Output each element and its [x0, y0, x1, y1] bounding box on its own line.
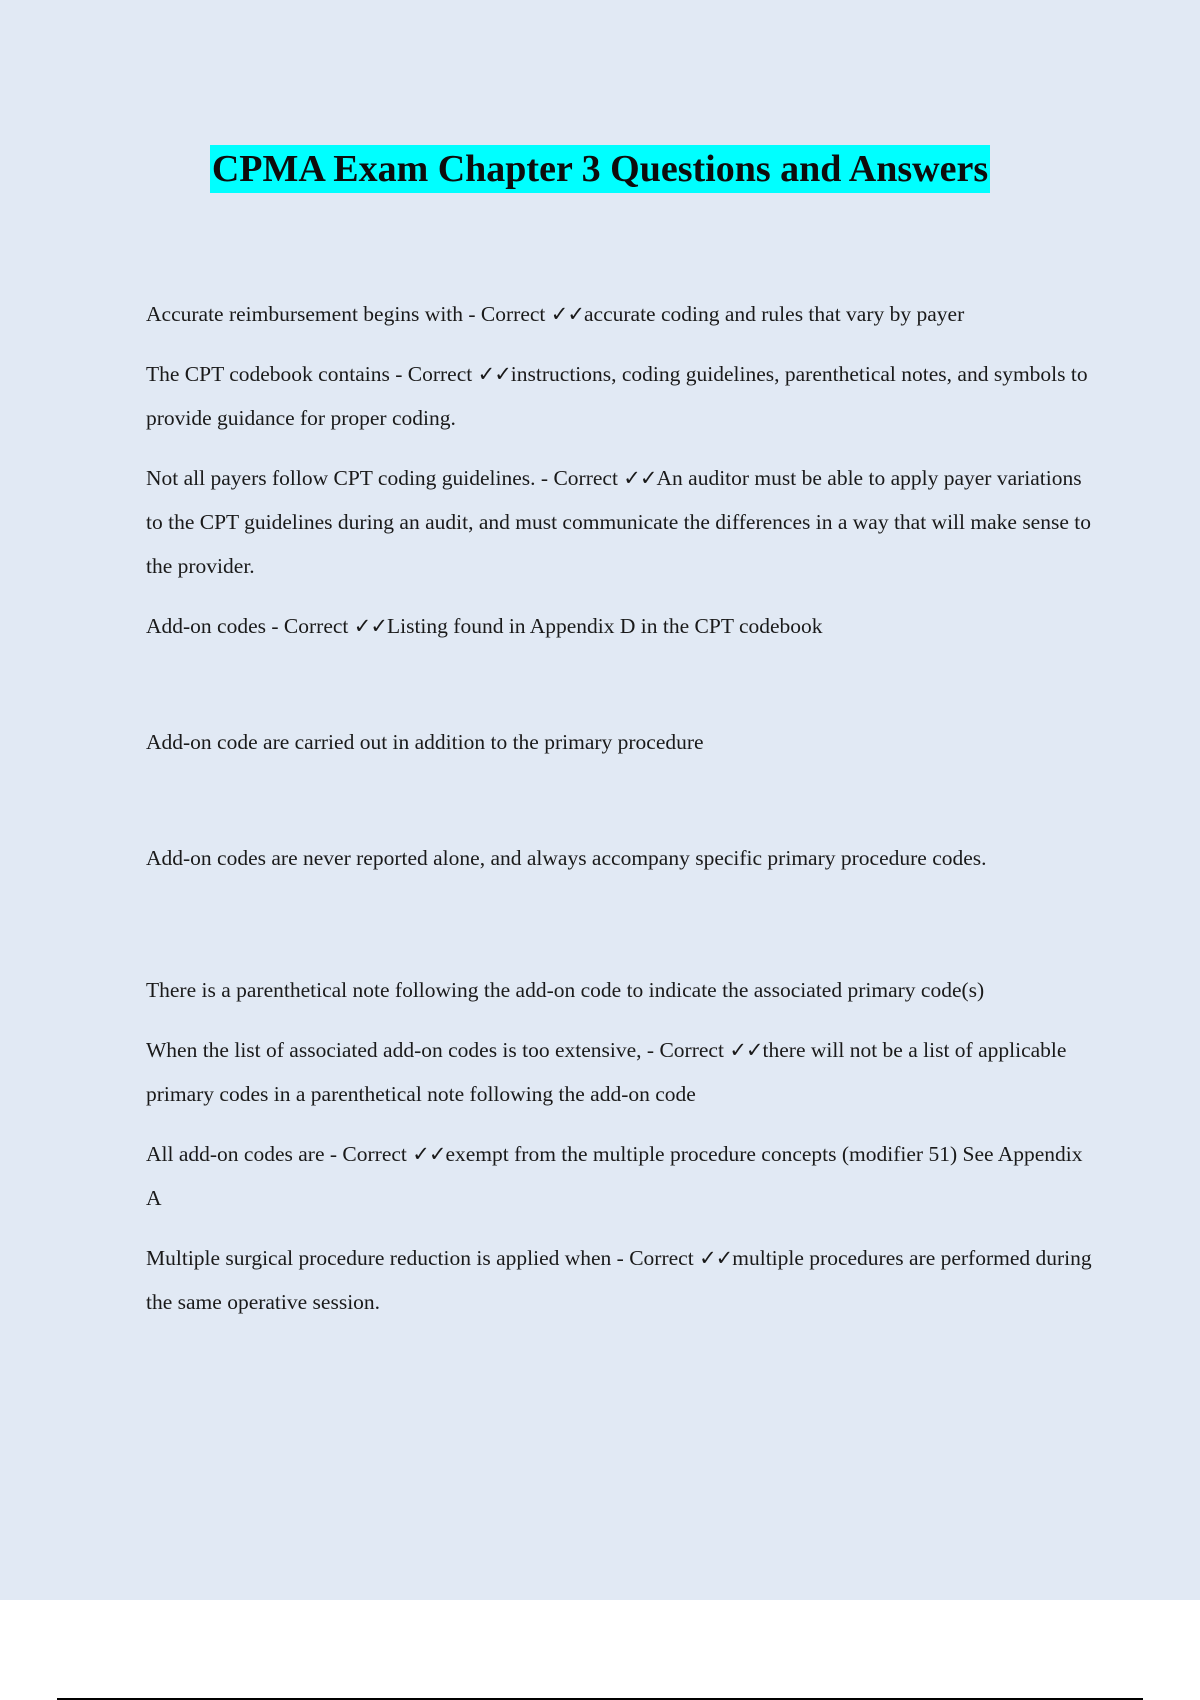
title-container	[0, 145, 1200, 193]
qa-paragraph	[146, 352, 1096, 440]
question-text: Add-on codes - Correct	[146, 614, 354, 638]
double-check-icon: ✓✓	[729, 1038, 763, 1062]
qa-paragraph	[146, 1236, 1096, 1324]
question-text: All add-on codes are - Correct	[146, 1142, 413, 1166]
text-paragraph: There is a parenthetical note following the add-on code to indicate the associated primary code(s)	[146, 978, 985, 1002]
answer-text: An auditor must be able to apply payer variations to the CPT guidelines during an audit, and must communicate the differences in a way that will make sense to the provider.	[146, 466, 1091, 578]
double-check-icon: ✓✓	[623, 466, 657, 490]
blank-space	[146, 664, 1096, 720]
answer-text: there will not be a list of applicable primary codes in a parenthetical note following the add-on code	[146, 1038, 1067, 1106]
text-paragraph: Add-on code are carried out in addition to the primary procedure	[146, 730, 704, 754]
answer-text: exempt from the multiple procedure concepts (modifier 51) See Appendix A	[146, 1142, 1083, 1210]
qa-paragraph	[146, 604, 1096, 648]
document-body	[146, 292, 1096, 1340]
text-paragraph: Add-on codes are never reported alone, and always accompany specific primary procedure codes.	[146, 846, 987, 870]
blank-space	[146, 896, 1096, 968]
answer-text: instructions, coding guidelines, parenthetical notes, and symbols to provide guidance for proper coding.	[146, 362, 1088, 430]
qa-paragraph	[146, 1028, 1096, 1116]
question-text: Not all payers follow CPT coding guidelines. - Correct	[146, 466, 624, 490]
question-text: Accurate reimbursement begins with - Correct	[146, 302, 551, 326]
qa-paragraph	[146, 1132, 1096, 1220]
double-check-icon: ✓✓	[699, 1246, 733, 1270]
document-title: CPMA Exam Chapter 3 Questions and Answers	[210, 145, 990, 193]
double-check-icon: ✓✓	[353, 614, 387, 638]
qa-paragraph	[146, 456, 1096, 588]
double-check-icon: ✓✓	[412, 1142, 446, 1166]
double-check-icon: ✓✓	[550, 302, 584, 326]
answer-text: multiple procedures are performed during the same operative session.	[146, 1246, 1092, 1314]
qa-paragraph	[146, 292, 1096, 336]
question-text: Multiple surgical procedure reduction is applied when - Correct	[146, 1246, 700, 1270]
answer-text: accurate coding and rules that vary by payer	[583, 302, 965, 326]
question-text: The CPT codebook contains - Correct	[146, 362, 478, 386]
answer-text: Listing found in Appendix D in the CPT codebook	[386, 614, 823, 638]
double-check-icon: ✓✓	[477, 362, 511, 386]
blank-space	[146, 780, 1096, 836]
question-text: When the list of associated add-on codes is too extensive, - Correct	[146, 1038, 730, 1062]
